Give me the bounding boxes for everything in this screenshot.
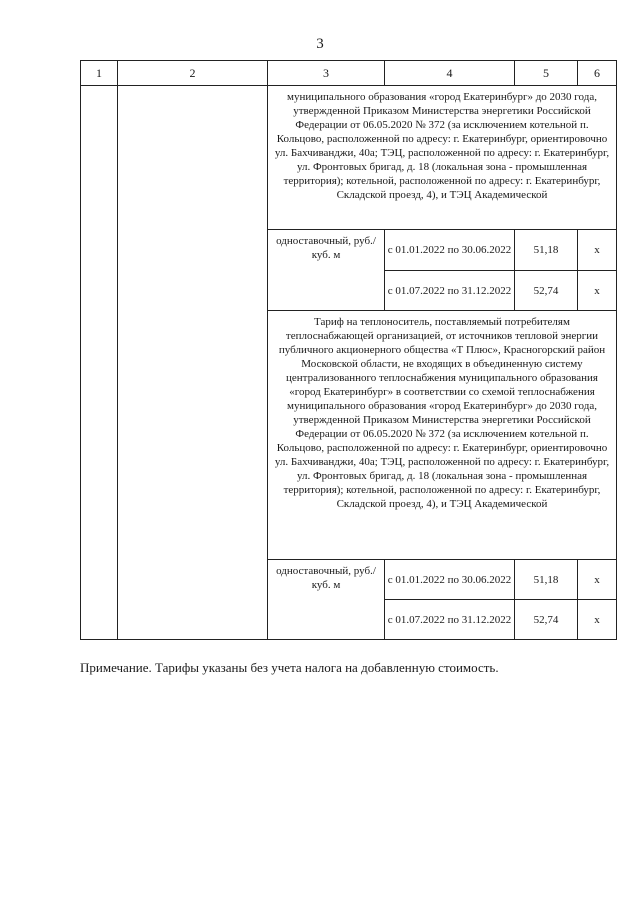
tariff-mark-1a: x bbox=[577, 229, 617, 271]
tariff-period-1b: с 01.07.2022 по 31.12.2022 bbox=[384, 270, 515, 311]
column-header-2: 2 bbox=[117, 60, 268, 86]
page-number: 3 bbox=[316, 36, 324, 52]
column-1-body bbox=[80, 85, 118, 640]
tariff-value-1a: 51,18 bbox=[514, 229, 578, 271]
tariff-description-1: муниципального образования «город Екатеринбург» до 2030 года, утвержденной Приказом Министерства энергетики Российской Федерации от 06.05.2020 № 372 (за исключением котельной п. Кольцово, расположенной по адресу: г. Екатеринбург, ориентировочно ул. Бахчиванджи, 40а; ТЭЦ, расположенной по адресу: г. Екатеринбург, ул. Фронтовых бригад, д. 18 (локальная зона - промышленная территория); котельной, расположенной по адресу: г. Екатеринбург, Складской проезд, 4), и ТЭЦ Академической bbox=[267, 85, 617, 230]
tariff-mark-1b: x bbox=[577, 270, 617, 311]
tariff-value-1b: 52,74 bbox=[514, 270, 578, 311]
tariff-unit-2: одноставочный, руб./куб. м bbox=[267, 559, 385, 640]
column-2-body bbox=[117, 85, 268, 640]
column-header-3: 3 bbox=[267, 60, 385, 86]
tariff-mark-2b: x bbox=[577, 599, 617, 640]
column-header-1: 1 bbox=[80, 60, 118, 86]
tariff-table bbox=[80, 60, 617, 640]
tariff-description-2: Тариф на теплоноситель, поставляемый потребителям теплоснабжающей организацией, от источников тепловой энергии публичного акционерного общества «Т Плюс», Красногорский район Московской области, не входящих в объединенную систему централизованного теплоснабжения муниципального образования «город Екатеринбург» в соответствии со схемой теплоснабжения муниципального образования «город Екатеринбург» до 2030 года, утвержденной Приказом Министерства энергетики Российской Федерации от 06.05.2020 № 372 (за исключением котельной п. Кольцово, расположенной по адресу: г. Екатеринбург, ориентировочно ул. Бахчиванджи, 40а; ТЭЦ, расположенной по адресу: г. Екатеринбург, ул. Фронтовых бригад, д. 18 (локальная зона - промышленная территория); котельной, расположенной по адресу: г. Екатеринбург, Складской проезд, 4), и ТЭЦ Академической bbox=[267, 310, 617, 560]
tariff-period-2a: с 01.01.2022 по 30.06.2022 bbox=[384, 559, 515, 600]
tariff-mark-2a: x bbox=[577, 559, 617, 600]
tariff-period-1a: с 01.01.2022 по 30.06.2022 bbox=[384, 229, 515, 271]
column-header-6: 6 bbox=[577, 60, 617, 86]
column-header-5: 5 bbox=[514, 60, 578, 86]
tariff-period-2b: с 01.07.2022 по 31.12.2022 bbox=[384, 599, 515, 640]
vat-note: Примечание. Тарифы указаны без учета налога на добавленную стоимость. bbox=[80, 660, 499, 675]
tariff-unit-1: одноставочный, руб./куб. м bbox=[267, 229, 385, 311]
column-header-4: 4 bbox=[384, 60, 515, 86]
tariff-value-2a: 51,18 bbox=[514, 559, 578, 600]
tariff-value-2b: 52,74 bbox=[514, 599, 578, 640]
